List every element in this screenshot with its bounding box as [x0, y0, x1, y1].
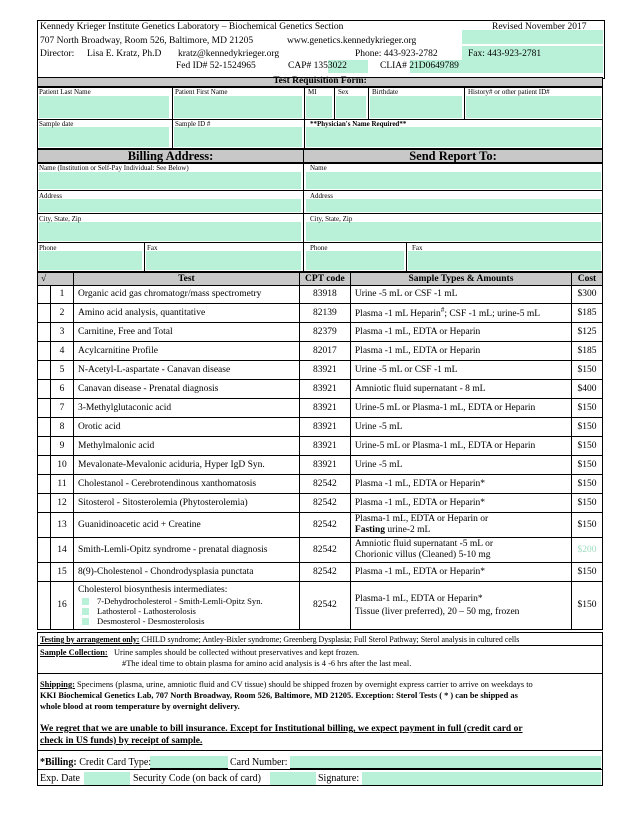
sample-type — [350, 494, 571, 513]
shipping-bold: KKI Biochemical Genetics Lab, 707 North Broadway, Room 526, Baltimore, MD 21205. Exception: Sterol Tests ( * ) can be shipped as — [40, 691, 518, 700]
signature-input[interactable] — [362, 772, 601, 785]
sample-id-label: Sample ID # — [175, 120, 211, 128]
cpt-code: 82542 — [299, 475, 350, 494]
test-checkbox[interactable] — [38, 342, 51, 361]
subtest-checkbox[interactable] — [82, 598, 89, 605]
report-address-input[interactable] — [306, 199, 601, 212]
report-city-label: City, State, Zip — [310, 215, 353, 223]
test-name — [74, 418, 300, 437]
test-name-text: N-Acetyl-L-aspartate - Canavan disease — [78, 364, 231, 375]
cpt-code: 83921 — [299, 380, 350, 399]
test-name — [74, 304, 300, 323]
test-number: 12 — [51, 494, 74, 513]
exp-date-input[interactable] — [84, 772, 130, 785]
test-name-text: Carnitine, Free and Total — [78, 326, 173, 337]
exp-date-label: Exp. Date — [40, 773, 80, 784]
report-fax-label: Fax — [412, 244, 423, 252]
test-row — [38, 538, 603, 563]
patient-first-name-input[interactable] — [174, 96, 302, 118]
security-code-label: Security Code (on back of card) — [133, 773, 262, 784]
institute-name: Kennedy Krieger Institute Genetics Laboratory – Biochemical Genetics Section — [40, 22, 344, 32]
billing-phone-input[interactable] — [39, 251, 142, 270]
test-name-text: Guanidinoacetic acid + Creatine — [78, 519, 201, 530]
sample-type-text: Plasma-1 mL, EDTA or Heparin or — [354, 514, 489, 524]
cpt-code: 83921 — [299, 399, 350, 418]
subtest-checkbox[interactable] — [82, 608, 89, 615]
test-number: 11 — [51, 475, 74, 494]
test-cost: $150 — [572, 475, 603, 494]
sample-type — [350, 475, 571, 494]
revised-date: Revised November 2017 — [492, 22, 587, 32]
billing-fax-label: Fax — [147, 244, 158, 252]
patient-last-name-label: Patient Last Name — [39, 88, 91, 96]
test-name-text: Orotic acid — [78, 421, 121, 432]
divider — [304, 87, 305, 120]
test-checkbox[interactable] — [38, 286, 51, 304]
divider — [368, 87, 369, 120]
test-number: 5 — [51, 361, 74, 380]
test-number: 13 — [51, 513, 74, 538]
subtest-item — [78, 596, 295, 606]
report-name-input[interactable] — [306, 172, 601, 189]
sample-id-input[interactable] — [174, 127, 302, 147]
patient-sex-label: Sex — [338, 88, 349, 96]
test-cost: $300 — [572, 286, 603, 304]
sample-type — [350, 361, 571, 380]
sample-type — [350, 286, 571, 304]
billing-label: *Billing: — [40, 757, 77, 768]
divider — [144, 242, 145, 272]
test-name-text: Amino acid analysis, quantitative — [78, 307, 206, 318]
cpt-code: 82542 — [299, 582, 350, 630]
test-checkbox[interactable] — [38, 304, 51, 323]
test-row — [38, 342, 603, 361]
billing-city-label: City, State, Zip — [39, 215, 82, 223]
divider — [37, 190, 603, 191]
test-name-text: Organic acid gas chromatogr/mass spectrometry — [78, 289, 262, 299]
test-row — [38, 494, 603, 513]
cpt-code: 83921 — [299, 418, 350, 437]
lab-phone: Phone: 443-923-2782 — [355, 49, 438, 59]
patient-birthdate-label: Birthdate — [372, 88, 399, 96]
report-title: Send Report To: — [409, 149, 497, 163]
test-name-text: Sitosterol - Sitosterolemia (Phytosterolemia) — [78, 497, 248, 508]
sample-type — [350, 399, 571, 418]
sample-type — [350, 342, 571, 361]
underline — [290, 768, 601, 769]
website-link[interactable]: www.genetics.kennedykrieger.org — [287, 36, 417, 46]
divider — [172, 87, 173, 120]
cpt-code: 83921 — [299, 361, 350, 380]
test-name-text: Canavan disease - Prenatal diagnosis — [78, 383, 219, 394]
sample-type-text: Urine -5 mL — [354, 459, 403, 470]
test-row — [38, 361, 603, 380]
cpt-code: 83921 — [299, 456, 350, 475]
sample-type-text: Plasma -1 mL, EDTA or Heparin* — [354, 478, 485, 489]
test-cost: $150 — [572, 361, 603, 380]
test-row — [38, 304, 603, 323]
cost-column-header: Cost — [572, 273, 603, 286]
subtest-label: Lathosterol - Lathosterolosis — [97, 606, 196, 616]
report-phone-input[interactable] — [306, 251, 404, 270]
test-name-text: 8(9)-Cholestenol - Chondrodysplasia punctata — [78, 566, 254, 577]
test-name — [74, 494, 300, 513]
sample-type-text: Urine -5 mL — [354, 421, 403, 432]
check-column-header: √ — [38, 273, 74, 286]
test-row — [38, 475, 603, 494]
cpt-code: 83918 — [299, 286, 350, 304]
test-name — [74, 475, 300, 494]
sample-type — [350, 456, 571, 475]
test-number: 2 — [51, 304, 74, 323]
test-number: 3 — [51, 323, 74, 342]
underline — [150, 768, 228, 769]
report-city-input[interactable] — [306, 222, 601, 241]
test-name — [74, 563, 300, 582]
test-name — [74, 323, 300, 342]
test-name-text: Methylmalonic acid — [78, 440, 155, 451]
test-name — [74, 538, 300, 563]
sample-date-input[interactable] — [39, 127, 169, 147]
divider — [334, 87, 335, 120]
test-name — [74, 437, 300, 456]
test-cost: $400 — [572, 380, 603, 399]
test-row — [38, 380, 603, 399]
test-row — [38, 418, 603, 437]
requisition-title: Test Requisition Form: — [273, 76, 367, 86]
shipping-label: Shipping: — [40, 680, 75, 689]
director-email[interactable]: kratz@kennedykrieger.org — [178, 49, 280, 59]
test-checkbox[interactable] — [38, 380, 51, 399]
test-checkbox[interactable] — [38, 475, 51, 494]
test-row — [38, 323, 603, 342]
test-checkbox[interactable] — [38, 582, 51, 630]
director-name: Lisa E. Kratz, Ph.D — [87, 49, 162, 59]
test-number: 7 — [51, 399, 74, 418]
test-cost: $200 — [572, 538, 603, 563]
underline — [362, 785, 601, 786]
billing-name-label: Name (Institution or Self-Pay Individual: See Below) — [39, 164, 189, 172]
cpt-code: 83921 — [299, 437, 350, 456]
patient-first-name-label: Patient First Name — [175, 88, 228, 96]
cpt-code: 82542 — [299, 563, 350, 582]
divider — [303, 163, 304, 272]
test-cost: $185 — [572, 304, 603, 323]
sample-column-header: Sample Types & Amounts — [350, 273, 571, 286]
sample-type-text: Urine-5 mL or Plasma-1 mL, EDTA or Heparin — [354, 402, 536, 413]
sample-type-text: Plasma-1 mL, EDTA or Heparin* — [354, 593, 483, 604]
test-row — [38, 399, 603, 418]
sample-type — [350, 437, 571, 456]
test-number: 9 — [51, 437, 74, 456]
underline — [270, 785, 316, 786]
patient-mi-label: MI — [308, 88, 317, 96]
billing-address-input[interactable] — [39, 199, 301, 212]
collection-note — [37, 646, 603, 674]
test-name — [74, 361, 300, 380]
arrangement-label: Testing by arrangement only: — [40, 635, 140, 644]
sample-type-text-2: Tissue (liver preferred), 20 – 50 mg, frozen — [354, 606, 520, 617]
sample-type-text: Amniotic fluid supernatant -5 mL or — [354, 539, 494, 549]
test-column-header: Test — [74, 273, 300, 286]
shipping-bold-2: whole blood at room temperature by overnight delivery. — [40, 702, 240, 711]
test-name — [74, 582, 300, 630]
test-checkbox[interactable] — [38, 513, 51, 538]
patient-sex-input[interactable] — [336, 96, 366, 118]
test-checkbox[interactable] — [38, 399, 51, 418]
divider — [406, 242, 407, 272]
patient-history-id-input[interactable] — [466, 96, 601, 118]
card-type-text: Credit Card Type: — [79, 757, 152, 768]
test-name — [74, 380, 300, 399]
cap-number: CAP# 1353022 — [288, 61, 347, 71]
test-name — [74, 286, 300, 304]
card-number-input[interactable] — [290, 756, 601, 768]
test-row — [38, 286, 603, 304]
cpt-code: 82139 — [299, 304, 350, 323]
report-address-label: Address — [310, 192, 333, 200]
sample-type-text: Urine -5 mL or CSF -1 mL — [354, 289, 458, 299]
test-name-text: Acylcarnitine Profile — [78, 345, 158, 356]
divider — [37, 769, 603, 770]
clia-number: CLIA# 21D0649789 — [380, 61, 459, 71]
arrangement-note — [37, 632, 603, 646]
test-name — [74, 399, 300, 418]
sample-type — [350, 563, 571, 582]
test-number: 15 — [51, 563, 74, 582]
test-cost: $150 — [572, 513, 603, 538]
physician-name-input[interactable] — [306, 127, 601, 147]
shipping-text: Specimens (plasma, urine, amniotic fluid and CV tissue) should be shipped frozen by overnight express carrier to arrive on weekdays to — [77, 680, 533, 689]
sample-type-text-2: Chorionic villus (Cleaned) 5-10 mg — [354, 550, 491, 560]
cpt-code: 82017 — [299, 342, 350, 361]
sample-type-text: Amniotic fluid supernatant - 8 mL — [354, 383, 486, 394]
fed-id: Fed ID# 52-1524965 — [176, 61, 256, 71]
sample-type — [350, 323, 571, 342]
test-cost: $185 — [572, 342, 603, 361]
test-name-text: Cholestanol - Cerebrotendinous xanthomatosis — [78, 478, 257, 489]
test-name-text: Cholesterol biosynthesis intermediates: — [78, 585, 228, 595]
billing-phone-label: Phone — [39, 244, 57, 252]
security-code-input[interactable] — [270, 772, 316, 785]
sample-type-text: Plasma -1 mL Heparin#; CSF -1 mL; urine-5 mL — [354, 306, 541, 320]
cpt-code: 82542 — [299, 513, 350, 538]
sample-type — [350, 380, 571, 399]
sample-type-rest: urine-2 mL — [387, 525, 431, 535]
fasting-label: Fasting — [354, 525, 385, 535]
test-name-text: Mevalonate-Mevalonic aciduria, Hyper IgD Syn. — [78, 459, 265, 470]
subtest-item — [78, 606, 295, 616]
subtest-item — [78, 616, 295, 626]
patient-birthdate-input[interactable] — [370, 96, 462, 118]
card-type-label — [40, 757, 151, 768]
shipping-note — [37, 674, 603, 750]
test-checkbox[interactable] — [38, 418, 51, 437]
sample-type-text: Plasma -1 mL, EDTA or Heparin* — [354, 497, 485, 508]
test-cost: $150 — [572, 582, 603, 630]
test-name-text: 3-Methylglutaconic acid — [78, 402, 172, 413]
insurance-note — [40, 723, 600, 747]
test-cost: $150 — [572, 437, 603, 456]
subtest-label: Desmosterol - Desmosterolosis — [97, 616, 205, 626]
report-fax-input[interactable] — [408, 251, 601, 270]
card-number-label: Card Number: — [230, 757, 288, 768]
test-number: 14 — [51, 538, 74, 563]
cpt-column-header: CPT code — [299, 273, 350, 286]
billing-title: Billing Address: — [127, 149, 214, 163]
divider — [37, 242, 603, 243]
arrangement-text: CHILD syndrome; Antley-Bixler syndrome; Greenberg Dysplasia; Full Sterol Pathway; Sterol analysis in cultured cells — [141, 635, 520, 644]
billing-address-label: Address — [39, 192, 62, 200]
billing-city-input[interactable] — [39, 222, 301, 241]
sample-type-text: Urine-5 mL or Plasma-1 mL, EDTA or Heparin — [354, 440, 536, 451]
table-header-row — [38, 273, 603, 286]
sample-type-text: Plasma -1 mL, EDTA or Heparin* — [354, 566, 485, 577]
cpt-code: 82379 — [299, 323, 350, 342]
test-checkbox[interactable] — [38, 456, 51, 475]
insurance-line-2: check in US funds) by receipt of sample. — [40, 736, 203, 746]
subtest-label: 7-Dehydrocholesterol - Smith-Lemli-Opitz Syn. — [97, 596, 263, 606]
test-number: 1 — [51, 286, 74, 304]
test-row — [38, 456, 603, 475]
test-number: 16 — [51, 582, 74, 630]
divider — [172, 119, 173, 149]
subtest-checkbox[interactable] — [82, 618, 89, 625]
patient-mi-input[interactable] — [306, 96, 332, 118]
test-cost: $150 — [572, 494, 603, 513]
divider — [304, 119, 305, 149]
underline — [84, 785, 130, 786]
test-name — [74, 456, 300, 475]
test-checkbox[interactable] — [38, 361, 51, 380]
signature-label: Signature: — [318, 773, 360, 784]
cpt-code: 82542 — [299, 538, 350, 563]
test-cost: $150 — [572, 456, 603, 475]
test-cost: $150 — [572, 399, 603, 418]
billing-fax-input[interactable] — [146, 251, 301, 270]
test-number: 8 — [51, 418, 74, 437]
sample-type-text: Plasma -1 mL, EDTA or Heparin — [354, 345, 481, 356]
test-row — [38, 437, 603, 456]
test-checkbox[interactable] — [38, 323, 51, 342]
physician-label: **Physician's Name Required** — [310, 120, 407, 128]
sample-type-text: Urine -5 mL or CSF -1 mL — [354, 364, 458, 375]
test-name — [74, 513, 300, 538]
divider — [464, 87, 465, 120]
sample-type — [350, 538, 571, 563]
billing-name-input[interactable] — [39, 172, 301, 189]
test-row — [38, 513, 603, 538]
report-phone-label: Phone — [310, 244, 328, 252]
cpt-code: 82542 — [299, 494, 350, 513]
test-cost: $150 — [572, 563, 603, 582]
sample-type — [350, 418, 571, 437]
test-name-text: Smith-Lemli-Opitz syndrome - prenatal diagnosis — [78, 544, 268, 555]
test-number: 10 — [51, 456, 74, 475]
sample-date-label: Sample date — [39, 120, 74, 128]
test-cost: $150 — [572, 418, 603, 437]
test-name — [74, 342, 300, 361]
test-row — [38, 582, 603, 630]
insurance-line-1: We regret that we are unable to bill insurance. Except for Institutional billing, we expect payment in full (credit card or — [40, 724, 523, 734]
lab-address: 707 North Broadway, Room 526, Baltimore, MD 21205 — [40, 36, 254, 46]
test-checkbox[interactable] — [38, 437, 51, 456]
test-table — [37, 272, 603, 630]
sample-type-text-2 — [355, 525, 567, 536]
patient-last-name-input[interactable] — [39, 96, 169, 118]
sample-type-text: Plasma -1 mL, EDTA or Heparin — [354, 326, 481, 337]
card-type-input[interactable] — [150, 756, 228, 768]
collection-label: Sample Collection: — [40, 648, 108, 657]
test-row — [38, 563, 603, 582]
test-checkbox[interactable] — [38, 563, 51, 582]
director-label: Director: — [40, 49, 75, 59]
lab-fax: Fax: 443-923-2781 — [468, 49, 542, 59]
collection-line-1: Urine samples should be collected without preservatives and kept frozen. — [113, 648, 360, 657]
test-checkbox[interactable] — [38, 494, 51, 513]
test-cost: $125 — [572, 323, 603, 342]
patient-history-label: History# or other patient ID# — [468, 88, 550, 96]
test-number: 4 — [51, 342, 74, 361]
collection-line-2: #The ideal time to obtain plasma for amino acid analysis is 4 -6 hrs after the last meal. — [122, 659, 412, 668]
divider — [37, 213, 603, 214]
test-checkbox[interactable] — [38, 538, 51, 563]
report-name-label: Name — [310, 164, 327, 172]
sample-type — [350, 513, 571, 538]
sample-type — [350, 582, 571, 630]
test-number: 6 — [51, 380, 74, 399]
sample-type — [350, 304, 571, 323]
